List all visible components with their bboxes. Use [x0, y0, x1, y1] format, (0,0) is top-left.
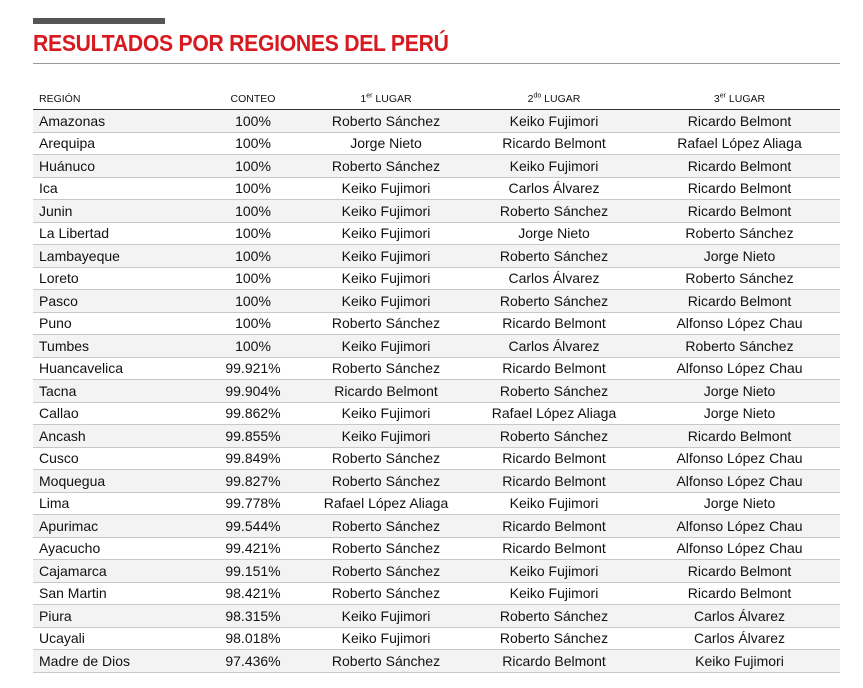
- table-row: [33, 267, 840, 290]
- third-place-cell: Roberto Sánchez: [639, 335, 840, 358]
- title-accent-bar: [33, 18, 165, 24]
- second-place-cell: Ricardo Belmont: [469, 312, 639, 335]
- third-place-cell: Alfonso López Chau: [639, 312, 840, 335]
- table-body: [33, 110, 840, 673]
- first-place-cell: Keiko Fujimori: [303, 245, 469, 268]
- table-row: [33, 132, 840, 155]
- table-row: [33, 155, 840, 178]
- count-cell: 100%: [203, 312, 303, 335]
- region-cell: Loreto: [33, 267, 203, 290]
- table-row: [33, 627, 840, 650]
- region-cell: Ica: [33, 177, 203, 200]
- table-row: [33, 177, 840, 200]
- third-place-cell: Carlos Álvarez: [639, 605, 840, 628]
- count-cell: 99.855%: [203, 425, 303, 448]
- first-place-cell: Keiko Fujimori: [303, 267, 469, 290]
- region-cell: Madre de Dios: [33, 650, 203, 673]
- third-place-ordinal: er: [719, 92, 726, 99]
- region-cell: Lima: [33, 492, 203, 515]
- first-place-cell: Keiko Fujimori: [303, 290, 469, 313]
- second-place-cell: Ricardo Belmont: [469, 132, 639, 155]
- table-row: [33, 447, 840, 470]
- table-row: [33, 402, 840, 425]
- third-place-cell: Rafael López Aliaga: [639, 132, 840, 155]
- region-cell: Ancash: [33, 425, 203, 448]
- region-cell: Huánuco: [33, 155, 203, 178]
- second-place-cell: Roberto Sánchez: [469, 200, 639, 223]
- count-cell: 97.436%: [203, 650, 303, 673]
- table-row: [33, 537, 840, 560]
- region-cell: Ayacucho: [33, 537, 203, 560]
- first-place-cell: Roberto Sánchez: [303, 582, 469, 605]
- table-row: [33, 290, 840, 313]
- third-place-cell: Jorge Nieto: [639, 402, 840, 425]
- second-place-cell: Roberto Sánchez: [469, 290, 639, 313]
- column-header-second-place: [469, 88, 639, 110]
- count-cell: 99.921%: [203, 357, 303, 380]
- page-title: RESULTADOS POR REGIONES DEL PERÚ: [33, 30, 449, 56]
- first-place-label: LUGAR: [372, 92, 412, 105]
- first-place-cell: Rafael López Aliaga: [303, 492, 469, 515]
- table-row: [33, 245, 840, 268]
- third-place-cell: Jorge Nieto: [639, 245, 840, 268]
- count-cell: 100%: [203, 267, 303, 290]
- third-place-cell: Ricardo Belmont: [639, 177, 840, 200]
- second-place-cell: Keiko Fujimori: [469, 155, 639, 178]
- second-place-cell: Carlos Álvarez: [469, 267, 639, 290]
- third-place-cell: Ricardo Belmont: [639, 110, 840, 133]
- second-place-cell: Ricardo Belmont: [469, 537, 639, 560]
- results-table-container: [33, 88, 840, 673]
- table-row: [33, 650, 840, 673]
- count-cell: 98.421%: [203, 582, 303, 605]
- first-place-cell: Keiko Fujimori: [303, 177, 469, 200]
- second-place-ordinal: do: [533, 92, 542, 99]
- region-cell: Amazonas: [33, 110, 203, 133]
- region-cell: Tumbes: [33, 335, 203, 358]
- region-cell: Huancavelica: [33, 357, 203, 380]
- region-cell: Pasco: [33, 290, 203, 313]
- region-cell: Arequipa: [33, 132, 203, 155]
- region-cell: Lambayeque: [33, 245, 203, 268]
- first-place-cell: Jorge Nieto: [303, 132, 469, 155]
- count-cell: 100%: [203, 177, 303, 200]
- third-place-cell: Ricardo Belmont: [639, 425, 840, 448]
- region-cell: Piura: [33, 605, 203, 628]
- second-place-cell: Roberto Sánchez: [469, 605, 639, 628]
- count-cell: 100%: [203, 155, 303, 178]
- region-cell: Callao: [33, 402, 203, 425]
- first-place-cell: Keiko Fujimori: [303, 200, 469, 223]
- third-place-number: 3: [713, 92, 720, 105]
- column-header-count: CONTEO: [203, 88, 303, 110]
- first-place-cell: Roberto Sánchez: [303, 537, 469, 560]
- count-cell: 99.151%: [203, 560, 303, 583]
- first-place-cell: Roberto Sánchez: [303, 470, 469, 493]
- second-place-cell: Roberto Sánchez: [469, 627, 639, 650]
- first-place-cell: Roberto Sánchez: [303, 447, 469, 470]
- results-table: [33, 88, 840, 673]
- region-cell: Puno: [33, 312, 203, 335]
- first-place-ordinal: er: [366, 92, 373, 99]
- region-cell: Cusco: [33, 447, 203, 470]
- table-row: [33, 492, 840, 515]
- third-place-cell: Roberto Sánchez: [639, 267, 840, 290]
- region-cell: Apurimac: [33, 515, 203, 538]
- region-cell: Cajamarca: [33, 560, 203, 583]
- table-row: [33, 200, 840, 223]
- second-place-cell: Ricardo Belmont: [469, 470, 639, 493]
- region-cell: Ucayali: [33, 627, 203, 650]
- third-place-cell: Jorge Nieto: [639, 380, 840, 403]
- count-cell: 99.421%: [203, 537, 303, 560]
- count-cell: 100%: [203, 335, 303, 358]
- third-place-cell: Alfonso López Chau: [639, 470, 840, 493]
- second-place-cell: Ricardo Belmont: [469, 447, 639, 470]
- table-header-row: [33, 88, 840, 110]
- second-place-cell: Roberto Sánchez: [469, 425, 639, 448]
- region-cell: Tacna: [33, 380, 203, 403]
- table-row: [33, 560, 840, 583]
- region-cell: La Libertad: [33, 222, 203, 245]
- first-place-cell: Roberto Sánchez: [303, 650, 469, 673]
- third-place-cell: Ricardo Belmont: [639, 200, 840, 223]
- third-place-cell: Ricardo Belmont: [639, 155, 840, 178]
- second-place-cell: Carlos Álvarez: [469, 177, 639, 200]
- count-cell: 99.827%: [203, 470, 303, 493]
- count-cell: 99.862%: [203, 402, 303, 425]
- second-place-cell: Roberto Sánchez: [469, 380, 639, 403]
- second-place-number: 2: [527, 92, 534, 105]
- count-cell: 100%: [203, 132, 303, 155]
- third-place-cell: Ricardo Belmont: [639, 560, 840, 583]
- count-cell: 100%: [203, 290, 303, 313]
- third-place-cell: Roberto Sánchez: [639, 222, 840, 245]
- first-place-cell: Roberto Sánchez: [303, 560, 469, 583]
- table-row: [33, 312, 840, 335]
- count-cell: 98.315%: [203, 605, 303, 628]
- table-row: [33, 110, 840, 133]
- second-place-cell: Roberto Sánchez: [469, 245, 639, 268]
- column-header-third-place: [639, 88, 840, 110]
- count-cell: 100%: [203, 110, 303, 133]
- first-place-number: 1: [360, 92, 367, 105]
- second-place-cell: Keiko Fujimori: [469, 492, 639, 515]
- second-place-cell: Keiko Fujimori: [469, 582, 639, 605]
- table-row: [33, 380, 840, 403]
- table-row: [33, 582, 840, 605]
- first-place-cell: Roberto Sánchez: [303, 515, 469, 538]
- first-place-cell: Roberto Sánchez: [303, 155, 469, 178]
- third-place-cell: Carlos Álvarez: [639, 627, 840, 650]
- third-place-cell: Ricardo Belmont: [639, 290, 840, 313]
- title-divider: [33, 63, 840, 64]
- third-place-cell: Alfonso López Chau: [639, 537, 840, 560]
- second-place-cell: Ricardo Belmont: [469, 650, 639, 673]
- count-cell: 100%: [203, 245, 303, 268]
- first-place-cell: Keiko Fujimori: [303, 425, 469, 448]
- third-place-label: LUGAR: [725, 92, 766, 105]
- second-place-cell: Ricardo Belmont: [469, 515, 639, 538]
- table-row: [33, 357, 840, 380]
- third-place-cell: Alfonso López Chau: [639, 515, 840, 538]
- count-cell: 98.018%: [203, 627, 303, 650]
- table-row: [33, 515, 840, 538]
- second-place-cell: Keiko Fujimori: [469, 560, 639, 583]
- table-row: [33, 425, 840, 448]
- first-place-cell: Roberto Sánchez: [303, 312, 469, 335]
- third-place-cell: Keiko Fujimori: [639, 650, 840, 673]
- third-place-cell: Ricardo Belmont: [639, 582, 840, 605]
- first-place-cell: Keiko Fujimori: [303, 335, 469, 358]
- first-place-cell: Ricardo Belmont: [303, 380, 469, 403]
- third-place-cell: Jorge Nieto: [639, 492, 840, 515]
- first-place-cell: Keiko Fujimori: [303, 605, 469, 628]
- first-place-cell: Keiko Fujimori: [303, 222, 469, 245]
- second-place-cell: Keiko Fujimori: [469, 110, 639, 133]
- second-place-label: LUGAR: [541, 92, 581, 105]
- count-cell: 100%: [203, 222, 303, 245]
- table-row: [33, 470, 840, 493]
- count-cell: 99.849%: [203, 447, 303, 470]
- table-row: [33, 335, 840, 358]
- count-cell: 99.544%: [203, 515, 303, 538]
- count-cell: 99.904%: [203, 380, 303, 403]
- first-place-cell: Keiko Fujimori: [303, 627, 469, 650]
- region-cell: Junin: [33, 200, 203, 223]
- region-cell: San Martin: [33, 582, 203, 605]
- table-row: [33, 605, 840, 628]
- first-place-cell: Roberto Sánchez: [303, 110, 469, 133]
- third-place-cell: Alfonso López Chau: [639, 357, 840, 380]
- count-cell: 99.778%: [203, 492, 303, 515]
- second-place-cell: Jorge Nieto: [469, 222, 639, 245]
- table-row: [33, 222, 840, 245]
- region-cell: Moquegua: [33, 470, 203, 493]
- second-place-cell: Rafael López Aliaga: [469, 402, 639, 425]
- third-place-cell: Alfonso López Chau: [639, 447, 840, 470]
- second-place-cell: Ricardo Belmont: [469, 357, 639, 380]
- column-header-first-place: [303, 88, 469, 110]
- count-cell: 100%: [203, 200, 303, 223]
- second-place-cell: Carlos Álvarez: [469, 335, 639, 358]
- first-place-cell: Roberto Sánchez: [303, 357, 469, 380]
- first-place-cell: Keiko Fujimori: [303, 402, 469, 425]
- column-header-region: REGIÓN: [33, 88, 203, 110]
